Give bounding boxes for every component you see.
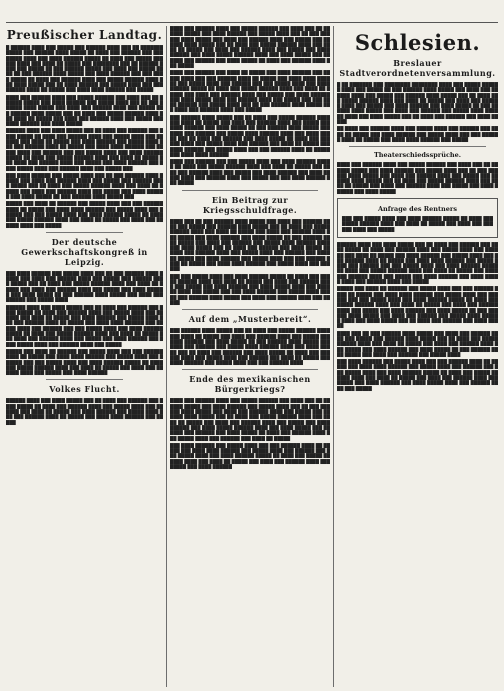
section-divider [349,146,486,147]
article-body: ████ ███ ██████ ████ ███ █████ ██████ ███ ████ ███ ██ ██████ █████ ███ ████ ██████ ███ █████ ████ ███ ██ ███ ██████ ████ █████ ███ ████ ███ ██████ ████ ███ █████ ███ ██████ ████ █████ ███ ██ ████ ███ █████ ██████ ████ ███ ████ ██ █████ ███ ████ ███ ██████ ████ ███ █████ ███ ████ ██████ ███ ████ █████ [337,162,498,194]
article-body: ███ ███ █████ ████ ███ ████ ██████ █████ ██ ████ ███ █████ ██████ ████ ███ ████ ██ █████ ███ ████ ███ ██████ ████ ███ █████ ███ ████ ██████ ███ ████ █████ ████ ███ ██████ ████ ███ █████ ███ ███ ████ ██████ ███ █████ ████ ███ ██ ███ ██████ ████ █████ ███ ████ ███ ██████ ████ ███ █████ [170,273,330,306]
headline-anfrage: Anfrage des Rentners [378,205,457,214]
headline-preussischer-landtag: Preußischer Landtag. [6,28,163,42]
article-body: ███ ████ ██████ ███ █████ ████ ███ ██ ███ ██████ ████ █████ ███ ████ ███ ██████ ████ ███ █████ ███ ██████ ████ █████ ███ ██ ████ ███ █████ ██████ ████ ███ ████ ██ █████ ███ ████ ███ ██████ ████ ███ █████ ███ ████ ██████ ███ ████ █████ ██ ███ ██████ ████ █████ ███ ████ ███ ██████ ███ █████ ████ [6,270,163,303]
left-column [6,26,163,687]
article-body: ████ ███ ██████ ███ ███ █████ ████ ███ ████ ██████ █████ ██ ████ ███ █████ ██████ ████ ███ ████ ██ █████ ███ ████ ███ ██████ ████ ███ █████ ███ ████ ██████ ███ ████ █████ ████ ███ ██████ ████ ███ █████ ███ ███ ████ ██████ ███ █████ [170,159,330,186]
article-body: ████ ███ ██████ ███ ████ ██ █████ ███ ████ ██████ ███ █████ ████ ███ ███ ██████ ████ ██ █████ ███ ████ ████ ██████ ███ █████ ████ ███ ██████ ███ ███ █████ ████ ███ ████ ██████ █████ ██ ████ ███ █████ ██████ ████ ███ ████ ██ █████ ███ ████ ███ ██████ ████ ███ █████ ███ ████ ██████ ███ ████ █████ ████ ███ ██████ ████ ███ █████ ███ ███ ████ ██████ ███ █████ ████ ███ ██ ███ ██████ ████ █████ ███ ████ ███ ██████ ████ ███ █████ [170,70,330,113]
article-body: █ ██ ███████ ███ ████████ ████████ ████ ███ █████ ██████ ████ ███ █████ ██ ███ ██████ ████ █████ ███ ████ ███ ██████ ████ ███ █████ ███ ██████ ████ █████ ███ ██ ████ ███ █████ ██████ ████ ███ ████ ██ █████ ███ ████ ███ ██████ ████ ███ █████ ███ ████ ██████ ███ ████ █████ ██ ███ ██████ ████ █████ ███ ████ ███ ██████ ███ █████ ████ ██████ ████ ███ ████ █████ ███ ██ ████ ███ ██████ ███ ████ █████ [337,82,498,125]
article-body: ████ ███ ██████ ████ ███ █████ ██████ ███ ████ ███ ██ ██████ █████ ███ ████ ██████ ███ █████ ████ ███ ██ ███ ██████ ████ █████ ███ ████ ███ ██████ ████ ███ █████ ███ ██████ ████ █████ ███ ██ ████ ███ █████ ██████ ████ ███ ████ ██ █████ ███ ████ ███ ██████ ████ ███ █████ ███ ████ ██████ ███ ████ █████ ██████ ████ ███ ████ █████ ███ ██ ████ ███ ██████ ███ ████ █████ ██ ████ ███ ██████ ████ ███ █████ [170,26,330,69]
section-divider [182,190,318,191]
article-body: ██████ ████ ███ ████ █████ ███ ██ ████ ███ ██████ ███ ████ █████ ██ ████ ███ ██████ ████ ███ █████ ████ ███ ██████ ███ ████ ██ █████ ███ ████ ██████ ███ █████ ████ ███ ███ ██████ ████ ██ █████ ███ ████ ████ ██████ ███ █████ ████ ███ ██████ ███ ███ █████ ████ ███ ████ ██████ █████ ██ ████ ███ █████ ██████ ████ ███ ████ ██ █████ ███ ████ ███ ██████ ████ ███ █████ ███ ████ ██████ ███ ████ █████ ████ ███ ██████ ████ ███ █████ [6,304,163,347]
article-body: ████ ███ ██ ███ ██████ ████ █████ ███ ████ ███ ██████ ████ ███ █████ ███ ██████ ████ █████ ███ ██ ████ ███ █████ ██████ ████ ███ ████ ██ █████ ███ ████ ███ ██████ ████ ███ █████ ███ ████ ██████ ███ ████ █████ ██ ███ ██████ ████ █████ ███ ████ ███ ██████ ███ █████ ████ [337,330,498,357]
headline-stadtverordnetenversammlung: Breslauer Stadtverordnetenversammlung. [339,58,496,78]
article-body: ████ ███ ██ ███ ██████ ████ █████ ███ ████ ███ ██████ ████ ███ █████ ███ ██████ ████ █████ ███ ██ ████ ███ █████ ██████ ████ ███ ████ ██ █████ ███ ████ ███ ██████ ████ ███ █████ ███ ████ ██████ ███ ████ █████ ██ ███ ██████ ████ █████ ███ ████ ███ ██████ ███ █████ ████ ██████ ████ ███ ████ █████ ███ ██ ████ ███ ██████ ███ ████ █████ ██ ████ ███ ██████ ████ ███ █████ ████ ███ ██████ ███ ████ ██ █████ ███ ████ ██████ ███ █████ ████ ███ ███ ██████ ████ ██ █████ ███ ████ ████ ██████ ███ █████ ████ ███ ██████ [170,218,330,272]
article-body: ██████ ████ ███ ████ █████ ███ ██ ████ ███ ██████ ███ ████ █████ ██ ████ ███ ██████ ████ ███ █████ ████ ███ ██████ ███ ████ ██ █████ ███ ████ ██████ ███ █████ ████ ███ ███ ██████ ████ ██ █████ ███ ████ ████ ██████ ███ █████ ████ ███ ██████ ███ ███ █████ ████ ███ ████ ██████ █████ ██ ████ ███ █████ ██████ ████ ███ ████ ██ █████ ███ ████ ███ ██████ ████ ███ █████ ███ ████ ██████ ███ ████ █████ ████ ███ ██████ ████ ███ █████ ███ [6,128,163,171]
article-body: ███ ██████ ████ █████ ███ ██ ████ ███ █████ ██████ ████ ███ ████ ██ █████ ███ ████ ███ ██████ ████ ███ █████ ███ ████ ██████ ███ ████ █████ ██ ███ ██████ ████ █████ ███ ████ ███ ██████ ███ █████ ████ ██████ ████ ███ ████ █████ ███ ██ ████ ███ ██████ ███ ████ █████ ██ ████ ███ ██████ ████ ███ █████ ████ ███ ██████ ███ ████ ██ █████ ███ ████ ██████ ███ █████ ████ ███ ███ ██████ ████ [170,328,330,366]
article-body: ████ ███ ██████ ████ ███ █████ ██████ ███ ████ ███ ██ ██████ █████ ███ ████ ██████ ███ █████ ████ ███ ██ ███ ██████ ████ █████ ███ ████ ███ ██████ ████ ███ █████ ███ ██████ ████ █████ ███ ██ ████ ███ █████ ██████ ████ ███ ████ ██ █████ ███ ████ ███ ██████ ████ ███ █████ ███ ████ ██████ ███ ████ █████ [6,94,163,127]
right-column [337,26,498,687]
article-body: ███ ██████ ████ █████ ███ ██ ████ ███ █████ ██████ ████ ███ ████ ██ █████ ███ ████ ███ ██████ ████ ███ █████ ███ ████ ██████ ███ ████ █████ ██ ███ ██████ ████ █████ ███ ████ ███ ██████ ███ █████ ████ ██████ ████ ███ ████ █████ ███ ██ ████ ███ ██████ ███ ████ █████ ██ ████ ███ ██████ ████ ███ █████ ████ ███ ██████ ███ ████ ██ █████ ███ ████ ██████ ███ █████ ████ ███ ███ ██████ ████ ██ █████ ███ ████ ████ ██████ [170,114,330,157]
section-divider [46,232,123,233]
column-rule [166,26,167,687]
article-body: ██ ████ ███ ██████ ████ ███ █████ ████ ███ ██████ ███ ████ ██ █████ ███ ████ ██████ ███ █████ ████ ███ ███ ██████ ████ ██ █████ ███ ████ ████ ██████ ███ █████ [337,126,498,142]
article-body: ██████ ████ ███ ████ █████ ███ ██ ████ ███ ██████ ███ ████ █████ ██ ████ ███ ██████ ████ ███ █████ ████ ███ ██████ ███ ████ ██ █████ ███ ████ ██████ ███ █████ ████ ███ ███ ██████ ████ ██ █████ ███ ████ ████ ██████ ███ █████ [6,398,163,425]
top-continuation-strip [6,2,498,23]
boxed-notice [337,198,498,238]
headline-theaterschiedssprueche: Theaterschiedssprüche. [373,151,462,160]
article-body: █████ ███ ████ ██ ██████ ███ █████ ████ ███ ███ ██████ ████ ██ █████ ███ ████ ████ ██████ ███ █████ ████ ███ ██████ ███ ███ █████ ████ ███ ████ ██████ █████ ██ ████ ███ █████ ██████ ████ ███ ████ ██ █████ ███ ████ ███ ██████ ████ ███ █████ ███ ████ ██████ ███ ████ █████ ██ ███ ██████ ████ █████ ███ ████ ███ ██████ ███ █████ ████ ██████ ████ ███ ████ █████ ███ ██ ████ ███ ██████ ███ ████ █████ [337,286,498,329]
article-body: █ ██████ ████ ███ █████ ███ ██████ ████ ███ ██ ███████ █████ ███ ██████ ████ █████ ██ ████ ███ ██████ ███ ███ █████ ████ ███ ████ ██████ █████ ██ ████ ███ █████ ██████ ████ ███ ████ ██ █████ ███ ████████ ███ ██ ██████ ████ ███ █████ ██ ███ ██████ █████ ███ ████ ███ █████ ████ ██ ███ ██████ ████ █████ ███ ████ ██████ ███ ███ ████ █████ ██ ████ ███ ██████ ████ ███ █████ ██████ ████ ███ ████ █████ ███ ██ ████ ██████ ███ █████ ████ ███ ███ ██████ ████ ██ █████ ███ ████ ████ ██████ ███ █████ [6,45,163,93]
article-body: ███ ████ ██████ ███ █████ ████ ███ ██ ███ ██████ ████ █████ ███ ████ ███ ██████ ████ ███ █████ ███ ██████ ████ █████ ███ ██ ████ ███ █████ ██████ ████ ███ ████ ██ █████ ███ ████ ███ ██████ ████ ███ █████ ███ ████ ██████ ███ ████ █████ ██ ███ ██████ ████ █████ ███ [6,172,163,200]
middle-column [170,26,330,687]
headline-volkes-flucht: Volkes Flucht. [49,384,120,395]
article-body: ████ ███ ██████ ████ ███ █████ ██████ ███ ████ ███ ██ ██████ █████ ███ ████ ██████ ███ █████ ████ ███ ██ ███ ██████ ████ █████ ███ ████ ███ ██████ ████ ███ █████ ███ ██████ ████ █████ ███ ██ ████ ███ █████ ██████ ████ ███ ████ ██ █████ ███ ████ ███ ██████ ████ ███ █████ ███ ████ ██████ ███ ████ █████ ██████ ████ ███ ████ █████ ███ ██ ████ ███ ██████ ███ ████ █████ ██ ████ ███ ██████ ████ ███ █████ ████ ███ ██████ ███ ████ ██ █████ [170,398,330,441]
article-body: ██████ ████ ███ ████ █████ ███ ██ ████ ███ ██████ ███ ████ █████ ██ ████ ███ ██████ ████ ███ █████ ████ ███ ██████ ███ ████ ██ █████ ███ ████ ██████ ███ █████ ████ ███ ███ ██████ ████ ██ █████ ███ ████ ████ ██████ ███ █████ ████ ███ ██████ ███ ███ █████ ████ ███ ████ ██████ █████ ██ ████ ███ █████ ██████ ████ ███ ████ ██ █████ ███ ████ ███ ██████ ████ ███ █████ ███ ████ ██████ ███ ████ █████ ████ ███ ██████ ████ ███ █████ [337,241,498,285]
article-body: █████ ███ ████ ██ ██████ ███ █████ ████ ███ ███ ██████ ████ ██ █████ ███ ████ ████ ██████ ███ █████ ████ ███ ██████ ███ ███ █████ ████ ███ ████ ██████ █████ ██ ████ ███ █████ ██████ ████ ███ ████ ██ █████ ███ ████ ███ ██████ ████ ███ █████ ███ ████ ██████ [6,348,163,376]
article-body: ███ ████ ██████ ███ █████ ████ ███ ███ ██████ ████ ██ █████ ███ ████ ████ ██████ ███ █████ ████ ███ ██████ ███ ███ █████ ████ ███ ████ ██████ █████ ██ ████ ███ █████ ██████ ████ ███ ████ ██ █████ ███ ████ ███ ██████ ████ ███ █████ ███ ████ ██████ [170,442,330,469]
column-rule [333,26,334,687]
article-body: █████ ███ ████ ██ ██████ ███ █████ ████ ███ ███ ██████ ████ ██ █████ ███ ████ ████ ██████ ███ █████ ████ ███ ██████ ███ ███ █████ ████ ███ ████ ██████ █████ ██ ████ ███ █████ ██████ ████ ███ ████ ██ █████ ███ ████ ███ ██████ ████ ███ █████ [6,201,163,228]
headline-kriegsschuldfrage: Ein Beitrag zur Kriegsschuldfrage. [202,194,298,215]
headline-gewerkschaftskongress: Der deutsche Gewerkschaftskongreß in Leipzig. [21,236,148,267]
headline-musterbereit: Auf dem „Musterbereit“. [188,314,312,325]
article-body: ███ ████ ██████ ███ █████ ████ ███ ███ ██████ ████ ██ █████ ███ ████ ████ ██████ ███ █████ ████ ███ ██████ ███ ███ █████ ████ ███ ████ ██████ █████ ██ ████ ███ █████ ██████ ████ ███ ████ ██ █████ ███ ████ ███ ██████ ████ ███ █████ ███ ████ ██████ ███ ████ █████ ████ ███ ██████ ████ ███ █████ [337,359,498,391]
section-divider [182,309,318,310]
section-divider [182,369,318,370]
article-body: ███ ███ █████ ████ ███ ████ ██████ █████ ██ ████ ███ █████ ██████ ████ ███ ████ ██ █████ ███ ████ ███ ██████ ████ ███ █████ [342,216,493,232]
headline-mexikanischer-buergerkrieg: Ende des mexikanischen Bürgerkriegs? [189,374,311,395]
section-divider [46,379,123,380]
masthead-schlesien: Schlesien. [354,30,481,55]
